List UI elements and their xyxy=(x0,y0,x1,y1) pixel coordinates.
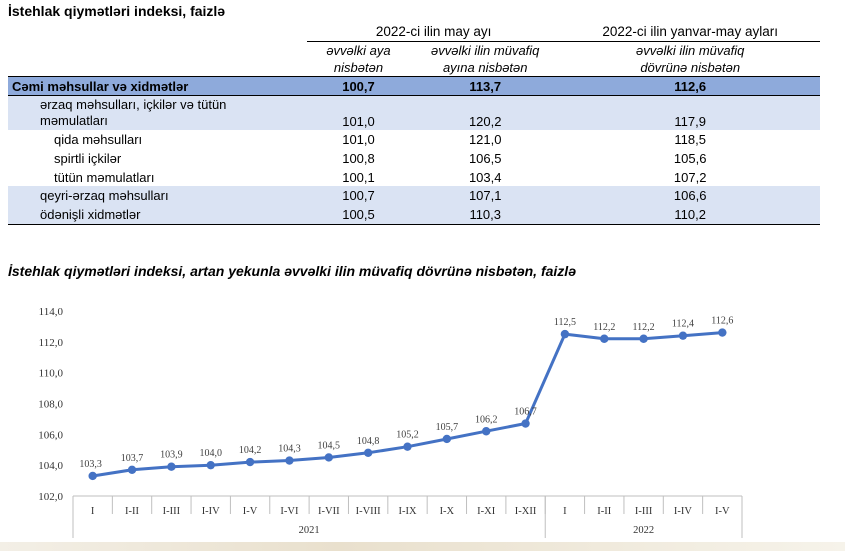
table-row-total xyxy=(8,76,820,96)
header-jan-may-2022: 2022-ci ilin yanvar-may ayları xyxy=(560,22,820,41)
row-value-prev-month: 100,1 xyxy=(342,169,375,185)
row-value-prev-year-month: 107,1 xyxy=(410,186,560,205)
table-subheader-row xyxy=(8,41,820,76)
row-value-prev-month: 100,7 xyxy=(307,186,410,205)
x-tick-label: I-V xyxy=(242,506,258,517)
table-row-services xyxy=(8,205,820,224)
data-point xyxy=(128,466,136,474)
year-group-label: 2021 xyxy=(298,525,320,536)
x-tick-label: I-III xyxy=(634,506,653,517)
row-label: spirtli içkilər xyxy=(54,150,122,166)
data-point xyxy=(207,461,215,469)
data-point xyxy=(639,335,647,343)
row-value-prev-year-period: 105,6 xyxy=(673,150,707,166)
data-label: 104,0 xyxy=(199,448,222,460)
x-tick-label: I xyxy=(90,506,95,517)
data-label: 105,2 xyxy=(396,429,419,441)
row-label: qeyri-ərzaq məhsulları xyxy=(8,186,307,205)
row-label: tütün məmulatları xyxy=(54,169,155,185)
y-tick-label: 106,0 xyxy=(38,429,63,442)
chart-title: İstehlak qiymətləri indeksi, artan yekunla əvvəlki ilin müvafiq dövrünə nisbətən, faizlə xyxy=(8,263,576,279)
x-tick-label: I-XI xyxy=(477,506,496,517)
data-label: 104,2 xyxy=(238,445,262,457)
row-value-prev-year-month: 121,0 xyxy=(468,132,502,148)
row-value-prev-year-period: 118,5 xyxy=(674,132,706,148)
y-tick-label: 108,0 xyxy=(38,398,63,411)
table-row-foodstuff xyxy=(8,130,820,149)
row-value-prev-year-month: 106,5 xyxy=(468,150,502,166)
data-label: 112,6 xyxy=(711,315,734,327)
row-value-prev-year-period: 110,2 xyxy=(560,205,820,224)
row-value-prev-year-period: 107,2 xyxy=(673,169,707,185)
data-label: 103,7 xyxy=(120,452,144,464)
data-label: 112,4 xyxy=(671,318,695,330)
cpi-table xyxy=(8,22,820,225)
data-point xyxy=(521,419,529,427)
row-label: ödənişli xidmətlər xyxy=(8,205,307,224)
y-tick-label: 102,0 xyxy=(38,491,63,503)
x-tick-label: I-X xyxy=(439,506,455,517)
data-label: 103,3 xyxy=(79,458,102,470)
subheader-prev-year-period: əvvəlki ilin müvafiq dövrünə nisbətən xyxy=(560,41,820,76)
data-point xyxy=(482,427,490,435)
row-label: ərzaq məhsulları, içkilər və tütün məmulatları xyxy=(8,96,307,131)
table-row-alcohol xyxy=(8,149,820,168)
data-point xyxy=(600,335,608,343)
row-value-prev-year-month: 110,3 xyxy=(410,205,560,224)
x-tick-label: I-II xyxy=(125,506,140,517)
y-tick-label: 110,0 xyxy=(38,367,63,380)
row-value-prev-year-period: 112,6 xyxy=(560,76,820,96)
y-tick-label: 104,0 xyxy=(38,460,63,473)
data-label: 105,7 xyxy=(435,421,459,433)
data-point xyxy=(88,472,96,480)
x-tick-label: I xyxy=(563,506,567,517)
x-tick-label: I-VII xyxy=(318,506,340,517)
row-value-prev-year-month: 103,4 xyxy=(468,169,502,185)
data-label: 103,9 xyxy=(160,449,183,461)
table-row-food xyxy=(8,96,820,131)
x-tick-label: I-XII xyxy=(514,506,537,517)
data-point xyxy=(167,463,175,471)
table-row-nonfood xyxy=(8,186,820,205)
data-point xyxy=(443,435,451,443)
data-label: 106,2 xyxy=(474,414,498,426)
row-value-prev-month: 100,8 xyxy=(342,150,375,166)
x-tick-label: I-IV xyxy=(201,506,220,517)
header-blank xyxy=(8,22,307,41)
year-group-label: 2022 xyxy=(633,525,655,536)
x-tick-label: I-II xyxy=(597,506,612,517)
row-value-prev-month: 100,7 xyxy=(307,76,410,96)
data-point xyxy=(364,449,372,457)
row-value-prev-month: 101,0 xyxy=(342,132,375,148)
x-tick-label: I-IX xyxy=(398,506,417,517)
row-value-prev-year-period: 106,6 xyxy=(560,186,820,205)
data-point xyxy=(403,442,411,450)
data-label: 104,8 xyxy=(356,435,380,447)
row-value-prev-month: 101,0 xyxy=(307,96,410,131)
data-point xyxy=(679,331,687,339)
subheader-blank xyxy=(8,41,307,76)
subheader-prev-month: əvvəlki aya nisbətən xyxy=(307,41,410,76)
data-point xyxy=(561,330,569,338)
data-point xyxy=(325,453,333,461)
row-value-prev-year-month: 120,2 xyxy=(410,96,560,131)
row-value-prev-year-period: 117,9 xyxy=(560,96,820,131)
series-line xyxy=(93,333,723,476)
data-point xyxy=(718,328,726,336)
data-label: 112,2 xyxy=(593,321,616,333)
row-value-prev-year-month: 113,7 xyxy=(410,76,560,96)
subheader-prev-year-month: əvvəlki ilin müvafiq ayına nisbətən xyxy=(410,41,560,76)
x-tick-label: I-IV xyxy=(673,506,693,517)
data-label: 112,5 xyxy=(553,317,576,329)
data-label: 106,7 xyxy=(514,406,537,418)
data-label: 104,3 xyxy=(278,443,301,455)
table-row-tobacco xyxy=(8,168,820,187)
header-may-2022: 2022-ci ilin may ayı xyxy=(307,22,560,41)
x-tick-label: I-VIII xyxy=(355,506,381,517)
table-header-row xyxy=(8,22,820,41)
x-tick-label: I-V xyxy=(715,506,730,517)
y-tick-label: 114,0 xyxy=(38,306,63,318)
row-label: Cəmi məhsullar və xidmətlər xyxy=(8,76,307,96)
data-point xyxy=(246,458,254,466)
row-value-prev-month: 100,5 xyxy=(307,205,410,224)
data-label: 104,5 xyxy=(317,440,341,452)
data-point xyxy=(285,456,293,464)
table-title: İstehlak qiymətləri indeksi, faizlə xyxy=(8,3,226,19)
y-tick-label: 112,0 xyxy=(38,336,63,349)
row-label: qida məhsulları xyxy=(54,132,143,148)
data-label: 112,2 xyxy=(632,321,655,333)
x-tick-label: I-III xyxy=(162,506,181,517)
x-tick-label: I-VI xyxy=(280,506,299,517)
decorative-footer-band xyxy=(0,542,845,551)
cpi-line-chart xyxy=(0,286,845,542)
